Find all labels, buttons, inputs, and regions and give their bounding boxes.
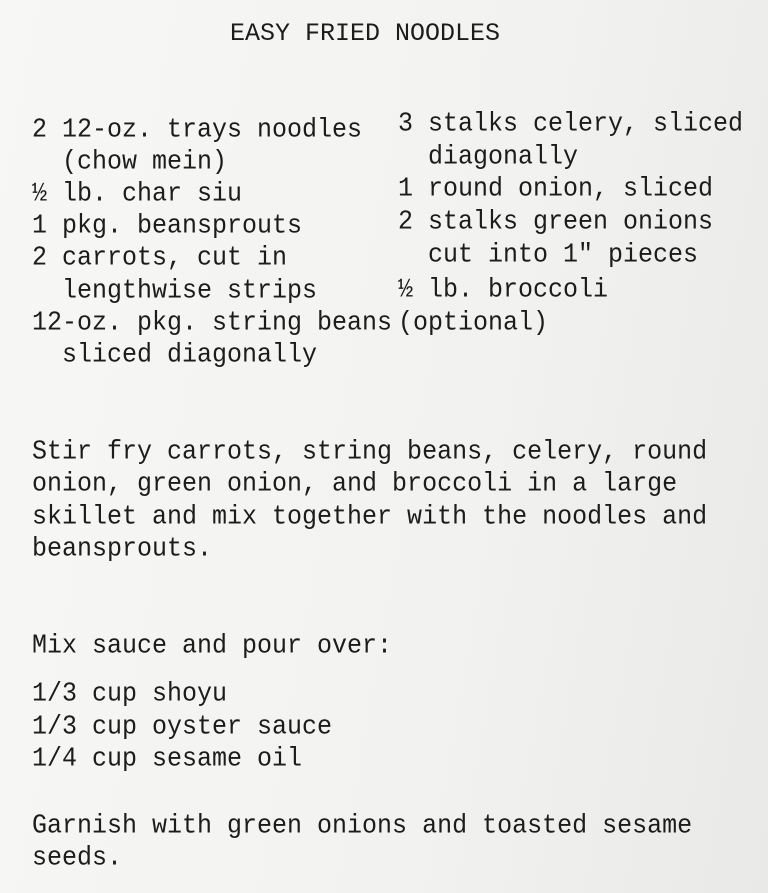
ingredient-line: lengthwise strips: [32, 274, 318, 307]
ingredient-line: sliced diagonally: [32, 338, 318, 371]
instruction-line: beansprouts.: [32, 532, 213, 565]
ingredient-line: cut into 1" pieces: [398, 238, 699, 271]
ingredient-line: ½ lb. char siu: [32, 177, 243, 210]
sauce-item: 1/3 cup shoyu: [32, 677, 228, 710]
ingredient-line: diagonally: [398, 140, 579, 173]
ingredient-line: (chow mein): [32, 145, 228, 178]
ingredient-line: 2 stalks green onions: [398, 205, 714, 238]
instruction-line: Stir fry carrots, string beans, celery, round: [32, 435, 708, 468]
ingredient-line: ½ lb. broccoli: [398, 273, 609, 306]
sauce-item: 1/3 cup oyster sauce: [32, 710, 333, 743]
ingredient-line: 12-oz. pkg. string beans: [32, 306, 393, 339]
ingredient-line: 2 12-oz. trays noodles: [32, 113, 363, 146]
ingredient-line: (optional): [398, 306, 549, 339]
recipe-title: EASY FRIED NOODLES: [230, 19, 501, 48]
garnish-line: Garnish with green onions and toasted sesame: [32, 809, 693, 842]
ingredient-line: 1 round onion, sliced: [398, 172, 714, 205]
instruction-line: skillet and mix together with the noodles and: [32, 500, 708, 533]
sauce-intro: Mix sauce and pour over:: [32, 629, 393, 662]
instruction-line: onion, green onion, and broccoli in a large: [32, 467, 678, 500]
garnish-line: seeds.: [32, 841, 123, 874]
ingredient-line: 3 stalks celery, sliced: [398, 107, 744, 140]
ingredient-line: 1 pkg. beansprouts: [32, 209, 303, 242]
sauce-item: 1/4 cup sesame oil: [32, 742, 303, 775]
ingredient-line: 2 carrots, cut in: [32, 241, 288, 274]
